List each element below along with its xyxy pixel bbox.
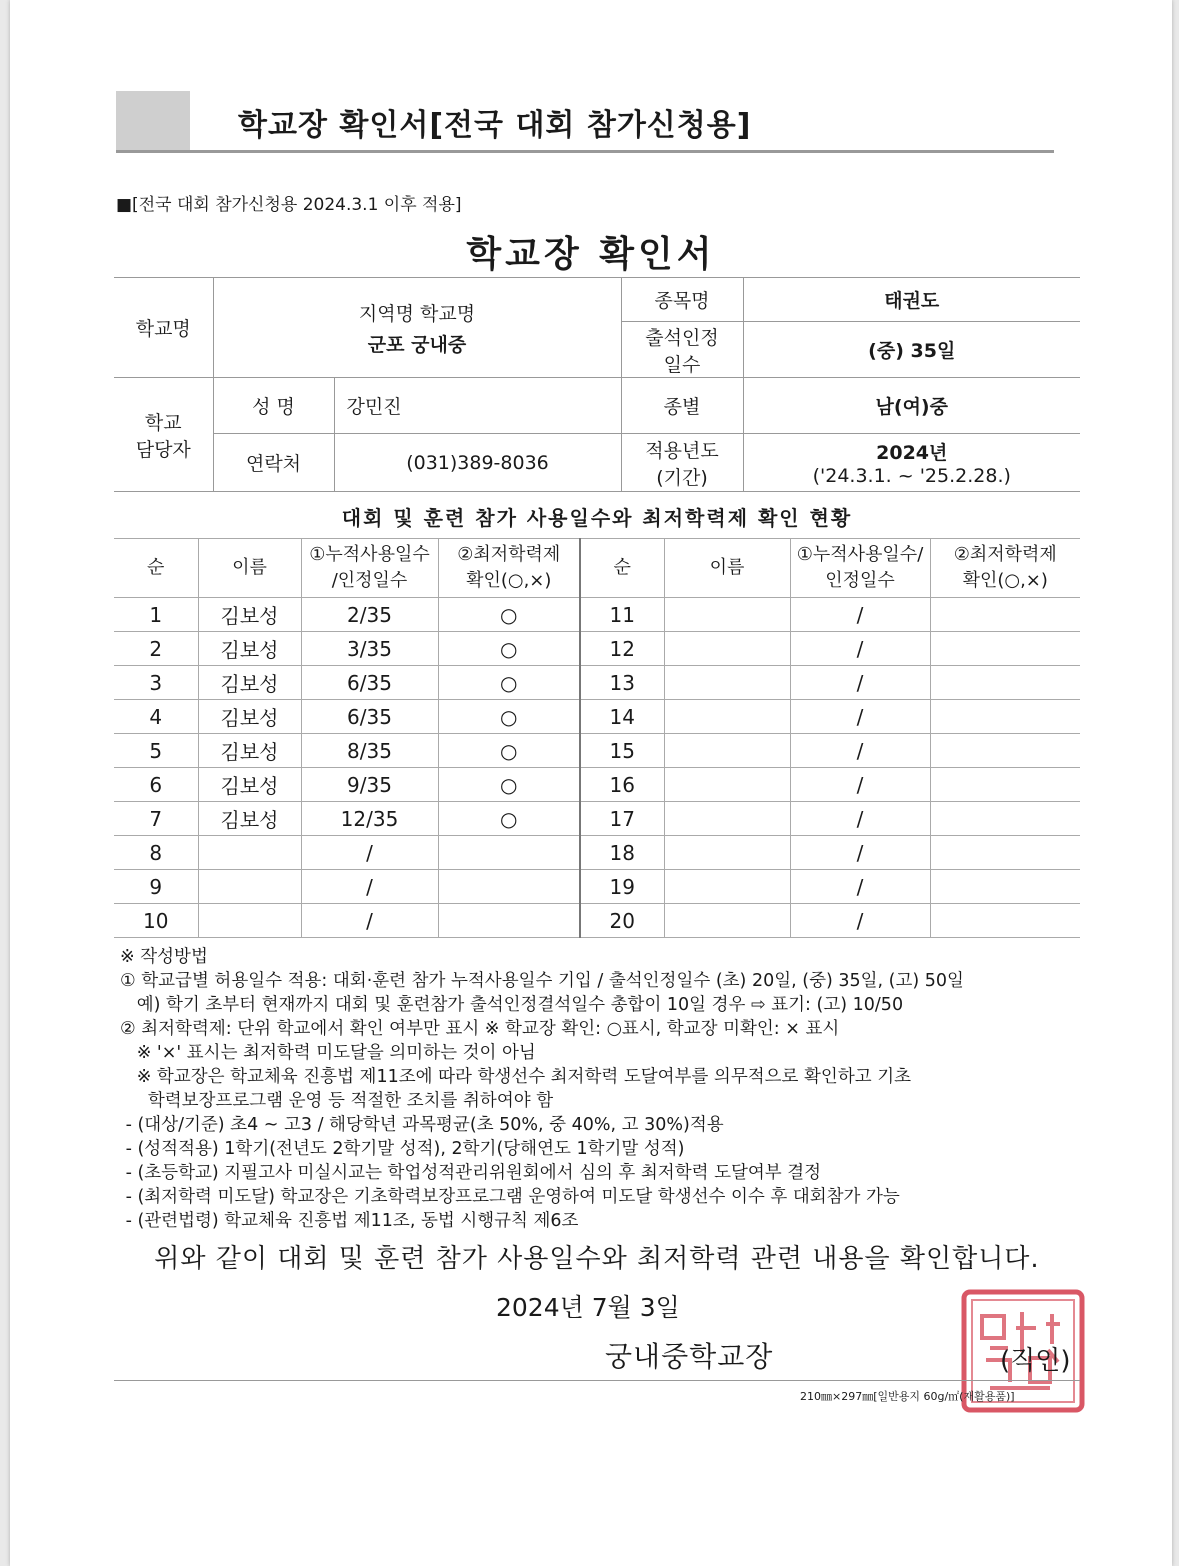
instruction-line: - (관련법령) 학교체육 진흥법 제11조, 동법 시행규칙 제6조 xyxy=(120,1211,579,1231)
row-name xyxy=(198,870,301,904)
col-header-check: ②최저학력제 확인(○,×) xyxy=(438,539,580,598)
row-name-right xyxy=(664,632,790,666)
row-number-right: 16 xyxy=(580,768,664,802)
row-check-right xyxy=(930,802,1080,836)
row-name: 김보성 xyxy=(198,598,301,632)
row-number: 1 xyxy=(114,598,198,632)
row-check xyxy=(438,904,580,938)
row-number-right: 15 xyxy=(580,734,664,768)
year-label: 적용년도 (기간) xyxy=(621,434,743,492)
name-value: 강민진 xyxy=(334,378,621,434)
col-header-days: ①누적사용일수 /인정일수 xyxy=(301,539,438,598)
table-row xyxy=(114,768,1080,802)
row-number-right: 20 xyxy=(580,904,664,938)
row-days-right: / xyxy=(790,632,930,666)
row-number: 4 xyxy=(114,700,198,734)
row-name-right xyxy=(664,700,790,734)
row-days: 12/35 xyxy=(301,802,438,836)
row-days: / xyxy=(301,904,438,938)
info-table xyxy=(114,277,1080,492)
year-cell xyxy=(743,434,1080,492)
row-name-right xyxy=(664,666,790,700)
row-name-right xyxy=(664,836,790,870)
signer-title: 궁내중학교장 xyxy=(605,1340,774,1373)
row-days-right: / xyxy=(790,768,930,802)
row-check: ○ xyxy=(438,802,580,836)
col-header-no: 순 xyxy=(114,539,198,598)
row-name: 김보성 xyxy=(198,802,301,836)
row-number-right: 13 xyxy=(580,666,664,700)
row-name-right xyxy=(664,734,790,768)
row-check-right xyxy=(930,666,1080,700)
row-check-right xyxy=(930,700,1080,734)
table-row xyxy=(114,632,1080,666)
row-days-right: / xyxy=(790,904,930,938)
row-number: 2 xyxy=(114,632,198,666)
table-row xyxy=(114,802,1080,836)
row-name: 김보성 xyxy=(198,666,301,700)
row-name-right xyxy=(664,870,790,904)
row-days-right: / xyxy=(790,836,930,870)
name-label: 성 명 xyxy=(213,378,334,434)
event-value: 태권도 xyxy=(743,278,1080,322)
row-name-right xyxy=(664,768,790,802)
usage-table-body xyxy=(114,598,1080,938)
row-name-right xyxy=(664,598,790,632)
row-days: 2/35 xyxy=(301,598,438,632)
table-row xyxy=(114,836,1080,870)
confirmation-text: 위와 같이 대회 및 훈련 참가 사용일수와 최저학력 관련 내용을 확인합니다. xyxy=(154,1244,1040,1274)
school-sub-label: 지역명 학교명 xyxy=(358,302,476,325)
instruction-line: ① 학교급별 허용일수 적용: 대회·훈련 참가 누적사용일수 기입 / 출석인정일수 (초) 20일, (중) 35일, (고) 50일 xyxy=(120,971,964,991)
usage-table xyxy=(114,538,1080,938)
instruction-line: 예) 학기 초부터 현재까지 대회 및 훈련참가 출석인정결석일수 총합이 10일 경우 ⇨ 표기: (고) 10/50 xyxy=(120,995,904,1015)
table-row xyxy=(114,870,1080,904)
header-title: 학교장 확인서[전국 대회 참가신청용] xyxy=(238,108,752,143)
row-number: 6 xyxy=(114,768,198,802)
row-number: 9 xyxy=(114,870,198,904)
contact-label: 연락처 xyxy=(213,434,334,492)
instruction-line: ※ 학교장은 학교체육 진흥법 제11조에 따라 학생선수 최저학력 도달여부를 의무적으로 확인하고 기초 xyxy=(120,1067,912,1087)
row-days: 9/35 xyxy=(301,768,438,802)
row-days-right: / xyxy=(790,870,930,904)
row-check-right xyxy=(930,904,1080,938)
row-check: ○ xyxy=(438,598,580,632)
instruction-line: 학력보장프로그램 운영 등 적절한 조치를 취하여야 함 xyxy=(120,1091,554,1111)
row-name-right xyxy=(664,802,790,836)
row-check-right xyxy=(930,836,1080,870)
row-check: ○ xyxy=(438,632,580,666)
table-row xyxy=(114,598,1080,632)
row-number-right: 19 xyxy=(580,870,664,904)
row-name: 김보성 xyxy=(198,632,301,666)
row-days-right: / xyxy=(790,598,930,632)
row-days: 3/35 xyxy=(301,632,438,666)
type-label: 종별 xyxy=(621,378,743,434)
sub-note: ■[전국 대회 참가신청용 2024.3.1 이후 적용] xyxy=(116,195,462,215)
instructions xyxy=(120,945,964,1233)
row-check: ○ xyxy=(438,768,580,802)
attend-value: (중) 35일 xyxy=(743,322,1080,378)
table-row xyxy=(114,666,1080,700)
row-days: / xyxy=(301,836,438,870)
row-check: ○ xyxy=(438,666,580,700)
row-days: 8/35 xyxy=(301,734,438,768)
col-header-name-right: 이름 xyxy=(664,539,790,598)
manager-label: 학교 담당자 xyxy=(114,378,213,492)
instruction-line: - (최저학력 미도달) 학교장은 기초학력보장프로그램 운영하여 미도달 학생선수 이수 후 대회참가 가능 xyxy=(120,1187,900,1207)
col-header-no-right: 순 xyxy=(580,539,664,598)
row-check-right xyxy=(930,734,1080,768)
row-days: / xyxy=(301,870,438,904)
row-number-right: 18 xyxy=(580,836,664,870)
instruction-line: ※ '×' 표시는 최저학력 미도달을 의미하는 것이 아님 xyxy=(120,1043,536,1063)
row-days: 6/35 xyxy=(301,700,438,734)
instruction-line: ※ 작성방법 xyxy=(120,947,208,967)
instruction-line: - (대상/기준) 초4 ~ 고3 / 해당학년 과목평균(초 50%, 중 40%, 고 30%)적용 xyxy=(120,1115,724,1135)
row-number-right: 11 xyxy=(580,598,664,632)
col-header-name: 이름 xyxy=(198,539,301,598)
row-name xyxy=(198,836,301,870)
contact-value: (031)389-8036 xyxy=(334,434,621,492)
year-value: 2024년 xyxy=(876,442,948,464)
row-days: 6/35 xyxy=(301,666,438,700)
seal-tag: (직인) xyxy=(1000,1346,1071,1376)
row-check: ○ xyxy=(438,700,580,734)
row-number-right: 14 xyxy=(580,700,664,734)
row-days-right: / xyxy=(790,734,930,768)
sign-date: 2024년 7월 3일 xyxy=(496,1293,680,1322)
paper-spec-note: 210㎜×297㎜[일반용지 60g/㎡(재활용품)] xyxy=(800,1390,1015,1403)
row-name: 김보성 xyxy=(198,768,301,802)
instruction-line: ② 최저학력제: 단위 학교에서 확인 여부만 표시 ※ 학교장 확인: ○표시, 학교장 미확인: × 표시 xyxy=(120,1019,840,1039)
row-check xyxy=(438,836,580,870)
col-header-days-right: ①누적사용일수/ 인정일수 xyxy=(790,539,930,598)
table-row xyxy=(114,700,1080,734)
header-gray-box xyxy=(116,91,190,153)
section-title: 대회 및 훈련 참가 사용일수와 최저학력제 확인 현황 xyxy=(341,506,853,530)
school-value: 군포 궁내중 xyxy=(367,333,467,356)
row-number-right: 17 xyxy=(580,802,664,836)
row-name: 김보성 xyxy=(198,700,301,734)
row-number: 3 xyxy=(114,666,198,700)
row-number: 7 xyxy=(114,802,198,836)
event-label: 종목명 xyxy=(621,278,743,322)
row-check: ○ xyxy=(438,734,580,768)
header-rule xyxy=(116,150,1054,153)
row-days-right: / xyxy=(790,666,930,700)
year-period: ('24.3.1. ~ '25.2.28.) xyxy=(812,465,1011,487)
row-check-right xyxy=(930,870,1080,904)
row-number: 10 xyxy=(114,904,198,938)
footer-rule xyxy=(114,1380,1080,1381)
document-page xyxy=(10,0,1172,1566)
col-header-check-right: ②최저학력제 확인(○,×) xyxy=(930,539,1080,598)
school-cell xyxy=(213,278,621,378)
row-number: 8 xyxy=(114,836,198,870)
row-days-right: / xyxy=(790,700,930,734)
table-row xyxy=(114,904,1080,938)
attend-label: 출석인정 일수 xyxy=(621,322,743,378)
document-title: 학교장 확인서 xyxy=(466,234,716,275)
row-name xyxy=(198,904,301,938)
row-check xyxy=(438,870,580,904)
row-number: 5 xyxy=(114,734,198,768)
instruction-line: - (성적적용) 1학기(전년도 2학기말 성적), 2학기(당해연도 1학기말 성적) xyxy=(120,1139,685,1159)
row-days-right: / xyxy=(790,802,930,836)
school-label: 학교명 xyxy=(114,278,213,378)
row-check-right xyxy=(930,632,1080,666)
type-value: 남(여)중 xyxy=(743,378,1080,434)
row-number-right: 12 xyxy=(580,632,664,666)
instruction-line: - (초등학교) 지필고사 미실시교는 학업성적관리위원회에서 심의 후 최저학력 도달여부 결정 xyxy=(120,1163,822,1183)
row-name-right xyxy=(664,904,790,938)
row-name: 김보성 xyxy=(198,734,301,768)
table-row xyxy=(114,734,1080,768)
row-check-right xyxy=(930,768,1080,802)
row-check-right xyxy=(930,598,1080,632)
